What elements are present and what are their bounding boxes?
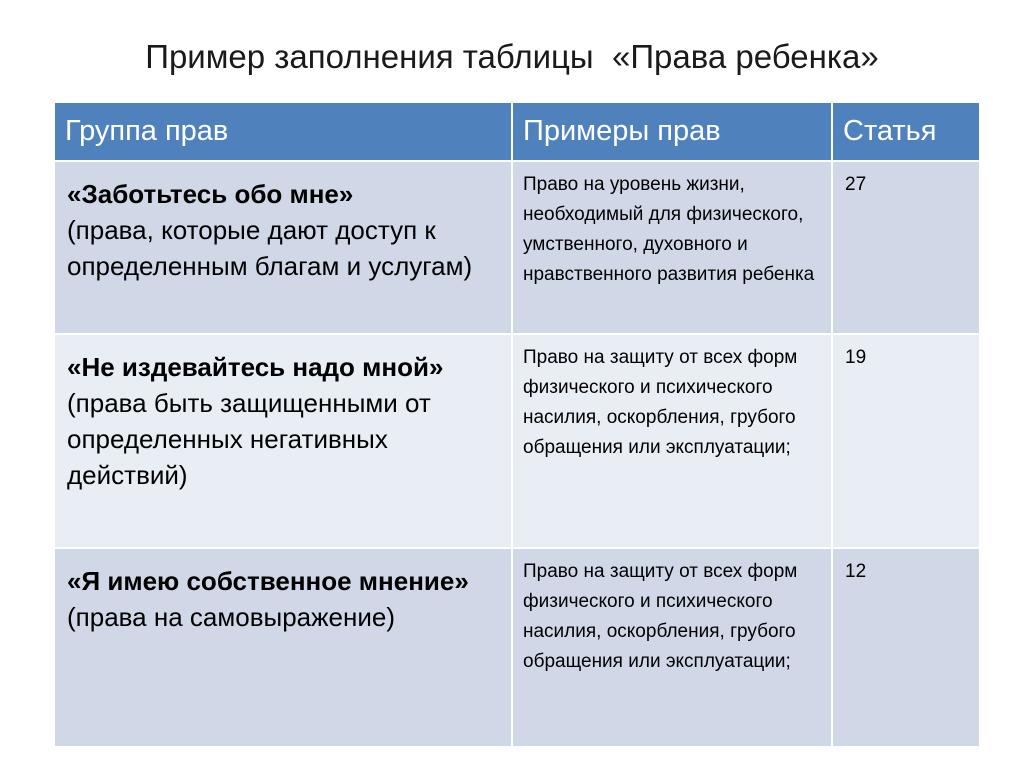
rights-group-description: (права, которые дают доступ к определенным благам и услугам) [67, 215, 473, 281]
rights-group-cell [55, 548, 512, 746]
rights-group-title: «Заботьтесь обо мне» [67, 179, 354, 209]
header-rights-group: Группа прав [55, 103, 512, 161]
rights-group-title: «Я имею собственное мнение» [67, 566, 469, 596]
slide-title: Пример заполнения таблицы «Права ребенка» [145, 38, 879, 75]
article-number-cell: 12 [832, 548, 979, 746]
table-row [55, 548, 979, 746]
rights-example-cell: Право на защиту от всех форм физического и психического насилия, оскорбления, грубого обращения или эксплуатации; [512, 334, 832, 548]
rights-group-cell [55, 161, 512, 334]
rights-group-description: (права на самовыражение) [67, 602, 395, 632]
rights-example-cell: Право на уровень жизни, необходимый для физического, умственного, духовного и нравственного развития ребенка [512, 161, 832, 334]
table-row [55, 334, 979, 548]
table-header-row [55, 103, 979, 161]
rights-table [55, 103, 979, 746]
header-article: Статья [832, 103, 979, 161]
article-number-cell: 27 [832, 161, 979, 334]
header-rights-examples: Примеры прав [512, 103, 832, 161]
rights-group-description: (права быть защищенными от определенных негативных действий) [67, 388, 431, 490]
rights-group-cell [55, 334, 512, 548]
rights-example-cell: Право на защиту от всех форм физического и психического насилия, оскорбления, грубого обращения или эксплуатации; [512, 548, 832, 746]
rights-group-title: «Не издевайтесь надо мной» [67, 352, 444, 382]
article-number-cell: 19 [832, 334, 979, 548]
table-row [55, 161, 979, 334]
